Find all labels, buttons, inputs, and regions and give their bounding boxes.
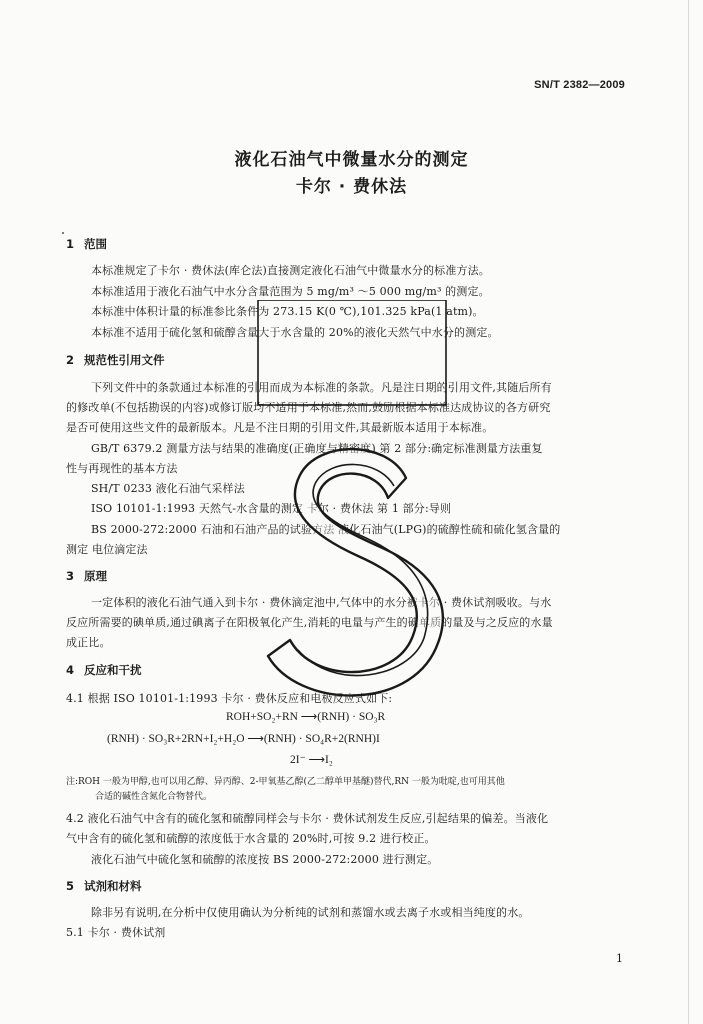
reference-item: GB/T 6379.2 测量方法与结果的准确度(正确度与精密度) 第 2 部分:确定标准测量方法重复 bbox=[91, 442, 543, 455]
clause-5-1: 5.1 卡尔 · 费休试剂 bbox=[66, 926, 166, 939]
section-title: 规范性引用文件 bbox=[84, 353, 165, 367]
reference-item-cont: 性与再现性的基本方法 bbox=[66, 462, 178, 475]
section-title: 范围 bbox=[84, 237, 107, 251]
paragraph: 本标准不适用于硫化氢和硫醇含量大于水含量的 20%的液化天然气中水分的测定。 bbox=[91, 326, 499, 339]
section-title: 原理 bbox=[84, 569, 107, 583]
section-number: 1 bbox=[66, 237, 75, 251]
doc-subtitle: 卡尔 · 费休法 bbox=[295, 177, 408, 197]
section-heading-4 bbox=[66, 662, 142, 678]
standard-number: SN/T 2382—2009 bbox=[534, 79, 625, 91]
section-number: 5 bbox=[66, 879, 75, 893]
reference-item: BS 2000-272:2000 石油和石油产品的试验方法 液化石油气(LPG)的硫醇性硫和硫化氢含量的 bbox=[91, 523, 561, 536]
paragraph: 成正比。 bbox=[66, 636, 111, 649]
page-number: 1 bbox=[616, 952, 623, 965]
section-title: 反应和干扰 bbox=[84, 663, 142, 677]
section-title: 试剂和材料 bbox=[84, 879, 142, 893]
equation: 2I⁻ ⟶I₂ bbox=[290, 754, 333, 766]
clause-4-2: 4.2 液化石油气中含有的硫化氢和硫醇同样会与卡尔 · 费休试剂发生反应,引起结果的偏差。当液化 bbox=[66, 812, 549, 825]
clause-4-1: 4.1 根据 ISO 10101-1:1993 卡尔 · 费休反应和电极反应式如下: bbox=[66, 692, 393, 705]
paragraph: 是否可使用这些文件的最新版本。凡是不注日期的引用文件,其最新版本适用于本标准。 bbox=[66, 421, 494, 434]
paragraph: 的修改单(不包括勘误的内容)或修订版均不适用于本标准,然而,鼓励根据本标准达成协议的各方研究 bbox=[66, 401, 551, 414]
reference-item: ISO 10101-1:1993 天然气-水含量的测定 卡尔 · 费休法 第 1 部分:导则 bbox=[91, 502, 452, 515]
paragraph: 反应所需要的碘单质,通过碘离子在阳极氧化产生,消耗的电量与产生的碘单质的量及与之反应的水量 bbox=[66, 616, 553, 629]
note-cont: 合适的碱性含氮化合物替代。 bbox=[95, 792, 213, 802]
section-heading-5 bbox=[66, 878, 142, 894]
section-heading-1 bbox=[66, 236, 107, 252]
paragraph: 本标准中体积计量的标准参比条件为 273.15 K(0 ℃),101.325 kPa(1 atm)。 bbox=[91, 305, 484, 318]
paragraph: 本标准规定了卡尔 · 费休法(库仑法)直接测定液化石油气中微量水分的标准方法。 bbox=[91, 264, 490, 277]
s-logo-outline bbox=[268, 449, 443, 695]
equation: (RNH) · SO₃R+2RN+I₂+H₂O ⟶(RNH) · SO₄R+2(RNH)I bbox=[107, 733, 380, 745]
section-number: 2 bbox=[66, 353, 75, 367]
stamp-frame bbox=[258, 300, 446, 405]
paragraph: 除非另有说明,在分析中仅使用确认为分析纯的试剂和蒸馏水或去离子水或相当纯度的水。 bbox=[91, 906, 530, 919]
paragraph: 下列文件中的条款通过本标准的引用而成为本标准的条款。凡是注日期的引用文件,其随后所有 bbox=[91, 381, 552, 394]
section-number: 3 bbox=[66, 569, 75, 583]
paragraph: 气中含有的硫化氢和硫醇的浓度低于水含量的 20%时,可按 9.2 进行校正。 bbox=[66, 832, 436, 845]
reference-item-cont: 测定 电位滴定法 bbox=[66, 543, 148, 556]
watermark-stamp bbox=[238, 300, 464, 710]
doc-title: 液化石油气中微量水分的测定 bbox=[234, 150, 469, 170]
scan-speck bbox=[62, 232, 64, 234]
section-heading-2 bbox=[66, 352, 165, 368]
equation: ROH+SO₂+RN ⟶(RNH) · SO₃R bbox=[226, 711, 386, 723]
paragraph: 本标准适用于液化石油气中水分含量范围为 5 mg/m³ ～5 000 mg/m³ 的测定。 bbox=[91, 285, 490, 298]
section-heading-3 bbox=[66, 568, 107, 584]
paragraph: 一定体积的液化石油气通入到卡尔 · 费休滴定池中,气体中的水分被卡尔 · 费休试剂吸收。与水 bbox=[91, 596, 552, 609]
paragraph: 液化石油气中硫化氢和硫醇的浓度按 BS 2000-272:2000 进行测定。 bbox=[91, 853, 439, 866]
reference-item: SH/T 0233 液化石油气采样法 bbox=[91, 482, 245, 495]
note: 注:ROH 一般为甲醇,也可以用乙醇、异丙醇、2-甲氧基乙醇(乙二醇单甲基醚)替代,RN 一般为吡啶,也可用其他 bbox=[66, 777, 505, 787]
section-number: 4 bbox=[66, 663, 75, 677]
